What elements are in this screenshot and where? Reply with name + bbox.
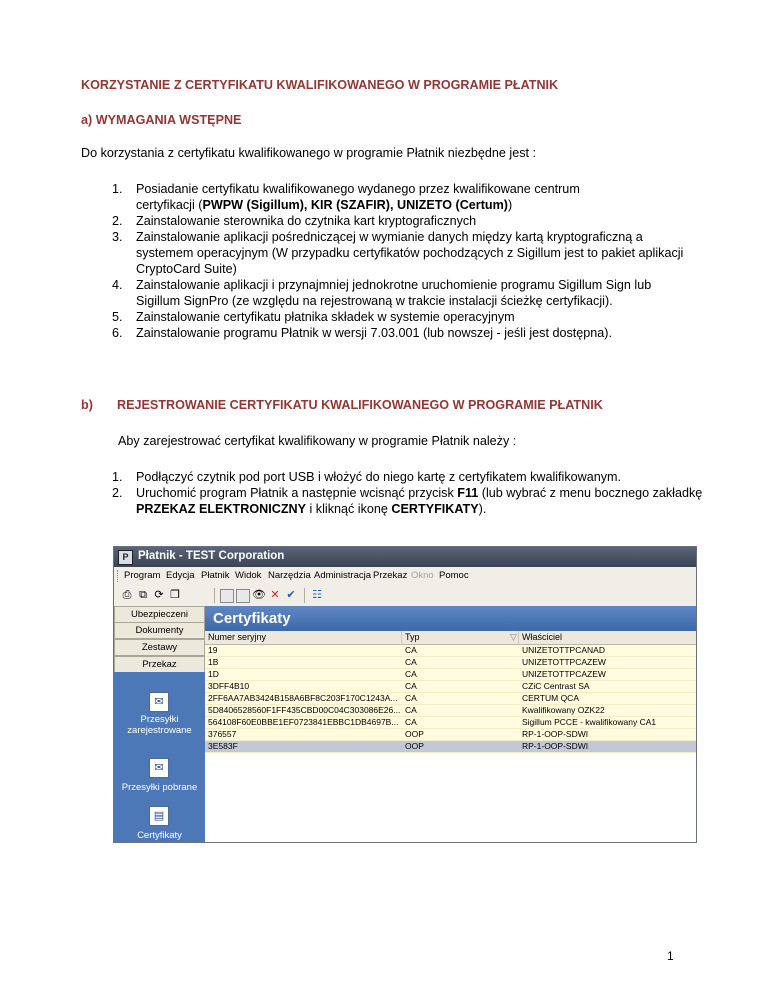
table-row[interactable] — [205, 669, 696, 681]
cell-serial: 19 — [208, 645, 218, 655]
app-window — [113, 546, 697, 843]
certificates-icon[interactable]: ▤ — [149, 806, 169, 826]
nav-ubezpieczeni[interactable]: Ubezpieczeni — [114, 606, 205, 623]
cell-type: OOP — [405, 729, 424, 739]
item-text: Zainstalowanie programu Płatnik w wersji 7.03.001 (lub nowszej - jeśli jest dostępna). — [136, 326, 612, 340]
downloaded-shipments-icon[interactable]: ✉ — [149, 758, 169, 778]
table-row-selected[interactable] — [205, 741, 696, 753]
item-number: 5. — [112, 310, 123, 324]
toolbar — [114, 585, 696, 607]
item-number: 2. — [112, 214, 123, 228]
col-typ[interactable]: Typ — [405, 632, 420, 642]
cell-type: CA — [405, 693, 417, 703]
content-title: Certyfikaty — [213, 610, 291, 627]
section-b-heading — [81, 398, 603, 412]
list-item — [112, 469, 712, 485]
item-number: 1. — [112, 182, 123, 196]
col-numer-seryjny[interactable]: Numer seryjny — [208, 632, 267, 642]
sidebar — [114, 606, 205, 842]
cell-serial: 3DFF4B10 — [208, 681, 250, 691]
intro-paragraph: Do korzystania z certyfikatu kwalifikowanego w programie Płatnik niezbędne jest : — [81, 146, 536, 160]
content-pane — [205, 606, 696, 842]
item-text: ). — [478, 502, 487, 516]
window-titlebar[interactable] — [114, 547, 696, 567]
panel-item-przesylki-zarejestrowane[interactable] — [114, 714, 205, 736]
nav-dokumenty[interactable]: Dokumenty — [114, 622, 205, 639]
menu-pomoc[interactable]: Pomoc — [439, 570, 469, 581]
menu-administracja[interactable]: Administracja — [314, 570, 372, 581]
table-row[interactable] — [205, 657, 696, 669]
menu-widok[interactable]: Widok — [235, 570, 262, 581]
preview-icon[interactable]: ⧉ — [139, 589, 147, 601]
cell-owner: UNIZETOTTPCAZEW — [522, 669, 606, 679]
table-row[interactable] — [205, 717, 696, 729]
document-title: KORZYSTANIE Z CERTYFIKATU KWALIFIKOWANEGO W PROGRAMIE PŁATNIK — [81, 78, 559, 92]
item-text: ) — [507, 198, 513, 212]
list-item — [112, 213, 692, 229]
list-item — [112, 485, 712, 517]
registered-shipments-icon[interactable]: ✉ — [149, 692, 169, 712]
menu-platnik[interactable]: Płatnik — [201, 570, 230, 581]
cell-serial: 1B — [208, 657, 219, 667]
cert-authorities: PWPW (Sigillum), KIR (SZAFIR), UNIZETO (Certum) — [202, 198, 508, 212]
window-title: Płatnik - TEST Corporation — [138, 550, 285, 562]
cell-type: OOP — [405, 741, 424, 751]
cell-owner: UNIZETOTTPCANAD — [522, 645, 605, 655]
open-document-icon[interactable] — [236, 589, 250, 603]
page-number: 1 — [667, 949, 674, 963]
table-row[interactable] — [205, 693, 696, 705]
table-row[interactable] — [205, 705, 696, 717]
delete-icon[interactable]: ✕ — [270, 589, 280, 601]
item-text: Podłączyć czytnik pod port USB i włożyć do niego kartę z certyfikatem kwalifikowanym. — [136, 470, 622, 484]
icon-name: CERTYFIKATY — [391, 502, 479, 516]
section-a-title: WYMAGANIA WSTĘPNE — [95, 113, 242, 127]
cell-owner: Kwalifikowany OZK22 — [522, 705, 605, 715]
app-icon: P — [118, 550, 133, 565]
cell-serial: 564108F60E0BBE1EF0723841EBBC1DB4697B... — [208, 717, 399, 727]
menu-grip — [117, 570, 121, 582]
item-text: i kliknąć ikonę — [306, 502, 392, 516]
item-text: Zainstalowanie aplikacji i przynajmniej jednokrotne uruchomienie programu Sigillum Sign lub Sigillum SignPro (ze względu na rejestrowaną w trakcie instalacji ścieżkę certyfikacji). — [136, 278, 652, 308]
item-text: Zainstalowanie certyfikatu płatnika składek w systemie operacyjnym — [136, 310, 515, 324]
panel-item-przesylki-pobrane[interactable]: Przesyłki pobrane — [121, 782, 198, 793]
confirm-icon[interactable]: ✔ — [286, 589, 296, 601]
cell-type: CA — [405, 645, 417, 655]
item-number: 1. — [112, 470, 123, 484]
cell-owner: RP-1-OOP-SDWI — [522, 741, 589, 751]
cell-serial: 3E583F — [208, 741, 238, 751]
new-document-icon[interactable] — [220, 589, 234, 603]
section-b-title: REJESTROWANIE CERTYFIKATU KWALIFIKOWANEGO W PROGRAMIE PŁATNIK — [117, 398, 603, 412]
print-icon[interactable]: ⎙ — [122, 589, 132, 601]
menu-program[interactable]: Program — [124, 570, 161, 581]
table-row[interactable] — [205, 729, 696, 741]
view-icon[interactable]: 👁 — [252, 589, 266, 601]
list-item — [112, 325, 692, 341]
item-number: 6. — [112, 326, 123, 340]
section-a-heading — [81, 113, 241, 127]
panel-item-certyfikaty[interactable]: Certyfikaty — [137, 830, 182, 841]
cell-type: CA — [405, 669, 417, 679]
cell-serial: 5D8406528560F1FF435CBD00C04C303086E26... — [208, 705, 401, 715]
cell-type: CA — [405, 681, 417, 691]
list-item — [112, 277, 692, 309]
cell-owner: CZiC Centrast SA — [522, 681, 590, 691]
refresh-icon[interactable]: ⟳ — [154, 589, 164, 601]
menu-okno[interactable]: Okno — [411, 570, 434, 581]
section-a-label: a) — [81, 113, 93, 127]
item-number: 4. — [112, 278, 123, 292]
cell-owner: Sigillum PCCE - kwalifikowany CA1 — [522, 717, 657, 727]
toolbar-separator — [304, 588, 305, 603]
item-text: Uruchomić program Płatnik a następnie wcisnąć przycisk — [136, 486, 458, 500]
requirements-list — [112, 181, 692, 341]
nav-zestawy[interactable]: Zestawy — [114, 639, 205, 656]
menu-edycja[interactable]: Edycja — [166, 570, 195, 581]
cell-type: CA — [405, 657, 417, 667]
key-name: F11 — [457, 486, 479, 500]
item-text: Posiadanie certyfikatu kwalifikowanego wydanego przez kwalifikowane centrum — [136, 182, 580, 196]
list-item — [112, 181, 692, 213]
menu-przekaz[interactable]: Przekaz — [373, 570, 408, 581]
table-row[interactable] — [205, 645, 696, 657]
item-number: 3. — [112, 230, 123, 244]
instructions-paragraph: Aby zarejestrować certyfikat kwalifikowany w programie Płatnik należy : — [118, 434, 517, 448]
cell-serial: 376557 — [208, 729, 237, 739]
cell-serial: 1D — [208, 669, 219, 679]
sort-arrow-icon[interactable]: ▽ — [510, 632, 517, 642]
copy-icon[interactable]: ❐ — [170, 589, 180, 601]
cell-owner: UNIZETOTTPCAZEW — [522, 657, 606, 667]
item-number: 2. — [112, 486, 123, 500]
panel-item-label: zarejestrowane — [127, 725, 192, 736]
item-text: certyfikacji ( — [136, 198, 203, 212]
cell-type: CA — [405, 717, 417, 727]
steps-list — [112, 469, 712, 517]
item-text: Zainstalowanie sterownika do czytnika kart kryptograficznych — [136, 214, 477, 228]
section-b-label: b) — [81, 398, 93, 412]
cell-type: CA — [405, 705, 417, 715]
list-item — [112, 229, 692, 277]
properties-icon[interactable]: ☷ — [312, 589, 322, 601]
nav-panel — [114, 672, 205, 842]
tab-name: PRZEKAZ ELEKTRONICZNY — [136, 502, 307, 516]
menu-bar — [114, 567, 696, 586]
table-row[interactable] — [205, 681, 696, 693]
col-wlasciciel[interactable]: Właściciel — [522, 632, 563, 642]
content-title-bar — [205, 606, 696, 631]
toolbar-separator — [214, 588, 215, 603]
cell-serial: 2FF6AA7AB3424B158A6BF8C203F170C1243A... — [208, 693, 398, 703]
panel-item-label: Przesyłki — [140, 714, 179, 725]
menu-narzedzia[interactable]: Narzędzia — [268, 570, 311, 581]
list-item — [112, 309, 692, 325]
item-text: Zainstalowanie aplikacji pośredniczącej w wymianie danych między kartą kryptograficzną a systemem operacyjnym (W przypadku certyfikatów pochodzących z Sigillum jest to pakiet aplikacji CryptoCard Suite) — [136, 230, 684, 276]
nav-przekaz-elektroniczny[interactable]: Przekaz — [114, 656, 205, 673]
cell-owner: CERTUM QCA — [522, 693, 579, 703]
item-text: (lub wybrać z menu bocznego zakładkę — [478, 486, 703, 500]
table-header — [205, 631, 696, 645]
cell-owner: RP-1-OOP-SDWI — [522, 729, 589, 739]
